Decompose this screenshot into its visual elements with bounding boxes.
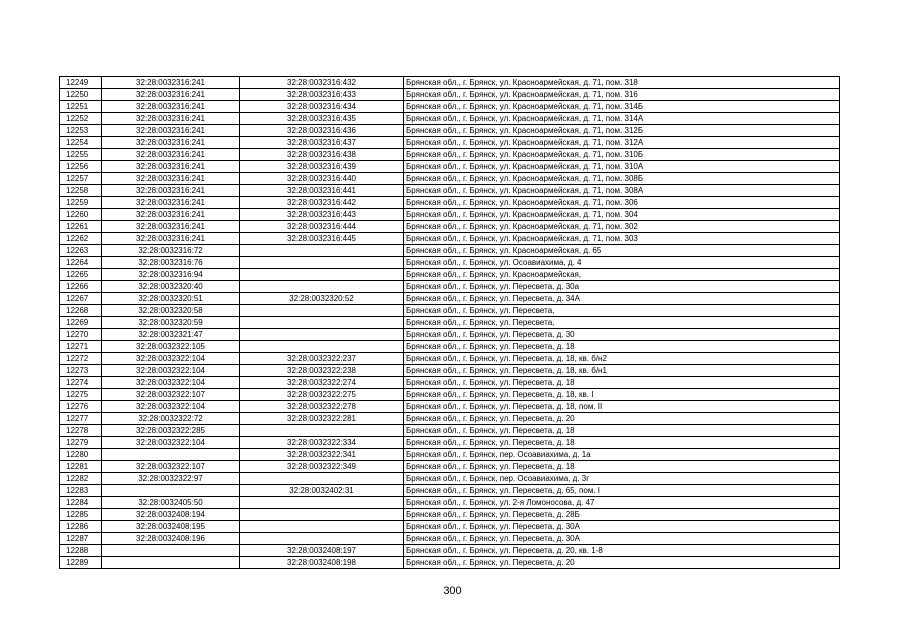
page-number: 300: [443, 585, 462, 597]
address-cell: Брянская обл., г. Брянск, ул. Осоавиахима, д. 4: [404, 257, 840, 269]
row-number-cell: 12266: [60, 281, 102, 293]
address-cell: Брянская обл., г. Брянск, ул. Пересвета, д. 18, пом. II: [404, 401, 840, 413]
cadastral-number-cell: 32:28:0032316:94: [102, 269, 240, 281]
cadastral-number-cell: 32:28:0032316:241: [102, 197, 240, 209]
row-number-cell: 12275: [60, 389, 102, 401]
cadastral-number-cell: 32:28:0032316:241: [102, 173, 240, 185]
table-row: [60, 413, 840, 425]
row-number-cell: 12272: [60, 353, 102, 365]
table-row: [60, 485, 840, 497]
registry-table: [59, 76, 840, 569]
address-cell: Брянская обл., г. Брянск, ул. Пересвета, д. 28Б: [404, 509, 840, 521]
premises-cadastral-number-cell: [240, 281, 404, 293]
table-row: [60, 89, 840, 101]
row-number-cell: 12277: [60, 413, 102, 425]
table-row: [60, 317, 840, 329]
row-number-cell: 12257: [60, 173, 102, 185]
table-row: [60, 401, 840, 413]
address-cell: Брянская обл., г. Брянск, ул. Пересвета, д. 30а: [404, 281, 840, 293]
premises-cadastral-number-cell: [240, 521, 404, 533]
premises-cadastral-number-cell: 32:28:0032316:443: [240, 209, 404, 221]
row-number-cell: 12249: [60, 77, 102, 89]
cadastral-number-cell: 32:28:0032316:241: [102, 113, 240, 125]
cadastral-number-cell: 32:28:0032316:241: [102, 221, 240, 233]
premises-cadastral-number-cell: 32:28:0032316:433: [240, 89, 404, 101]
address-cell: Брянская обл., г. Брянск, ул. Пересвета,: [404, 317, 840, 329]
cadastral-number-cell: 32:28:0032316:241: [102, 161, 240, 173]
table-row: [60, 257, 840, 269]
premises-cadastral-number-cell: 32:28:0032316:444: [240, 221, 404, 233]
premises-cadastral-number-cell: 32:28:0032322:274: [240, 377, 404, 389]
table-row: [60, 281, 840, 293]
cadastral-number-cell: 32:28:0032322:97: [102, 473, 240, 485]
row-number-cell: 12263: [60, 245, 102, 257]
row-number-cell: 12284: [60, 497, 102, 509]
row-number-cell: 12282: [60, 473, 102, 485]
premises-cadastral-number-cell: [240, 329, 404, 341]
address-cell: Брянская обл., г. Брянск, ул. Пересвета, д. 65, пом. I: [404, 485, 840, 497]
address-cell: Брянская обл., г. Брянск, ул. Пересвета, д. 20: [404, 413, 840, 425]
cadastral-number-cell: 32:28:0032322:104: [102, 437, 240, 449]
premises-cadastral-number-cell: 32:28:0032322:281: [240, 413, 404, 425]
table-row: [60, 425, 840, 437]
row-number-cell: 12253: [60, 125, 102, 137]
address-cell: Брянская обл., г. Брянск, ул. Красноармейская, д. 71, пом. 310Б: [404, 149, 840, 161]
address-cell: Брянская обл., г. Брянск, пер. Осоавиахима, д. 3г: [404, 473, 840, 485]
row-number-cell: 12251: [60, 101, 102, 113]
table-row: [60, 185, 840, 197]
address-cell: Брянская обл., г. Брянск, ул. Пересвета, д. 20, кв. 1-8: [404, 545, 840, 557]
address-cell: Брянская обл., г. Брянск, ул. Пересвета, д. 30А: [404, 521, 840, 533]
registry-table-body: [60, 77, 840, 569]
premises-cadastral-number-cell: 32:28:0032322:238: [240, 365, 404, 377]
address-cell: Брянская обл., г. Брянск, ул. Красноармейская, д. 71, пом. 308А: [404, 185, 840, 197]
table-row: [60, 245, 840, 257]
premises-cadastral-number-cell: 32:28:0032316:440: [240, 173, 404, 185]
premises-cadastral-number-cell: 32:28:0032322:334: [240, 437, 404, 449]
address-cell: Брянская обл., г. Брянск, ул. Красноармейская, д. 71, пом. 304: [404, 209, 840, 221]
table-row: [60, 173, 840, 185]
table-row: [60, 557, 840, 569]
address-cell: Брянская обл., г. Брянск, ул. Пересвета, д. 18: [404, 425, 840, 437]
address-cell: Брянская обл., г. Брянск, ул. Красноармейская, д. 71, пом. 302: [404, 221, 840, 233]
table-row: [60, 545, 840, 557]
table-row: [60, 197, 840, 209]
premises-cadastral-number-cell: 32:28:0032408:197: [240, 545, 404, 557]
cadastral-number-cell: 32:28:0032320:59: [102, 317, 240, 329]
premises-cadastral-number-cell: [240, 473, 404, 485]
cadastral-number-cell: 32:28:0032316:241: [102, 89, 240, 101]
address-cell: Брянская обл., г. Брянск, ул. Пересвета, д. 18: [404, 377, 840, 389]
premises-cadastral-number-cell: 32:28:0032402:31: [240, 485, 404, 497]
premises-cadastral-number-cell: [240, 509, 404, 521]
row-number-cell: 12283: [60, 485, 102, 497]
row-number-cell: 12268: [60, 305, 102, 317]
cadastral-number-cell: 32:28:0032322:104: [102, 377, 240, 389]
row-number-cell: 12261: [60, 221, 102, 233]
address-cell: Брянская обл., г. Брянск, пер. Осоавиахима, д. 1а: [404, 449, 840, 461]
table-row: [60, 389, 840, 401]
address-cell: Брянская обл., г. Брянск, ул. Красноармейская, д. 71, пом. 310А: [404, 161, 840, 173]
address-cell: Брянская обл., г. Брянск, ул. Пересвета, д. 18: [404, 461, 840, 473]
row-number-cell: 12265: [60, 269, 102, 281]
address-cell: Брянская обл., г. Брянск, ул. Пересвета,: [404, 305, 840, 317]
cadastral-number-cell: 32:28:0032408:195: [102, 521, 240, 533]
table-row: [60, 77, 840, 89]
cadastral-number-cell: 32:28:0032322:105: [102, 341, 240, 353]
cadastral-number-cell: 32:28:0032316:241: [102, 101, 240, 113]
cadastral-number-cell: 32:28:0032316:241: [102, 137, 240, 149]
row-number-cell: 12269: [60, 317, 102, 329]
premises-cadastral-number-cell: [240, 497, 404, 509]
premises-cadastral-number-cell: 32:28:0032316:434: [240, 101, 404, 113]
address-cell: Брянская обл., г. Брянск, ул. Красноармейская, д. 71, пом. 318: [404, 77, 840, 89]
row-number-cell: 12281: [60, 461, 102, 473]
address-cell: Брянская обл., г. Брянск, ул. Красноармейская, д. 71, пом. 303: [404, 233, 840, 245]
row-number-cell: 12258: [60, 185, 102, 197]
premises-cadastral-number-cell: [240, 317, 404, 329]
premises-cadastral-number-cell: [240, 305, 404, 317]
table-row: [60, 101, 840, 113]
row-number-cell: 12289: [60, 557, 102, 569]
row-number-cell: 12264: [60, 257, 102, 269]
table-row: [60, 305, 840, 317]
premises-cadastral-number-cell: [240, 341, 404, 353]
cadastral-number-cell: 32:28:0032316:241: [102, 185, 240, 197]
cadastral-number-cell: 32:28:0032316:241: [102, 125, 240, 137]
cadastral-number-cell: [102, 449, 240, 461]
address-cell: Брянская обл., г. Брянск, ул. Красноармейская, д. 71, пом. 314Б: [404, 101, 840, 113]
premises-cadastral-number-cell: 32:28:0032322:278: [240, 401, 404, 413]
cadastral-number-cell: 32:28:0032322:285: [102, 425, 240, 437]
address-cell: Брянская обл., г. Брянск, ул. Красноармейская, д. 71, пом. 316: [404, 89, 840, 101]
premises-cadastral-number-cell: 32:28:0032316:432: [240, 77, 404, 89]
cadastral-number-cell: 32:28:0032322:104: [102, 401, 240, 413]
table-row: [60, 461, 840, 473]
address-cell: Брянская обл., г. Брянск, ул. Красноармейская, д. 71, пом. 312Б: [404, 125, 840, 137]
row-number-cell: 12260: [60, 209, 102, 221]
row-number-cell: 12287: [60, 533, 102, 545]
premises-cadastral-number-cell: 32:28:0032322:237: [240, 353, 404, 365]
address-cell: Брянская обл., г. Брянск, ул. Красноармейская,: [404, 269, 840, 281]
premises-cadastral-number-cell: 32:28:0032322:341: [240, 449, 404, 461]
row-number-cell: 12271: [60, 341, 102, 353]
row-number-cell: 12254: [60, 137, 102, 149]
premises-cadastral-number-cell: 32:28:0032316:439: [240, 161, 404, 173]
address-cell: Брянская обл., г. Брянск, ул. Пересвета, д. 30: [404, 329, 840, 341]
premises-cadastral-number-cell: 32:28:0032316:438: [240, 149, 404, 161]
cadastral-number-cell: 32:28:0032322:72: [102, 413, 240, 425]
premises-cadastral-number-cell: [240, 269, 404, 281]
cadastral-number-cell: 32:28:0032320:40: [102, 281, 240, 293]
premises-cadastral-number-cell: [240, 425, 404, 437]
table-row: [60, 521, 840, 533]
row-number-cell: 12276: [60, 401, 102, 413]
address-cell: Брянская обл., г. Брянск, ул. Красноармейская, д. 71, пом. 312А: [404, 137, 840, 149]
cadastral-number-cell: 32:28:0032316:241: [102, 149, 240, 161]
premises-cadastral-number-cell: 32:28:0032316:441: [240, 185, 404, 197]
cadastral-number-cell: 32:28:0032316:76: [102, 257, 240, 269]
row-number-cell: 12255: [60, 149, 102, 161]
row-number-cell: 12252: [60, 113, 102, 125]
table-row: [60, 437, 840, 449]
cadastral-number-cell: 32:28:0032408:194: [102, 509, 240, 521]
cadastral-number-cell: 32:28:0032322:104: [102, 353, 240, 365]
premises-cadastral-number-cell: 32:28:0032316:445: [240, 233, 404, 245]
row-number-cell: 12274: [60, 377, 102, 389]
table-row: [60, 497, 840, 509]
cadastral-number-cell: 32:28:0032320:58: [102, 305, 240, 317]
premises-cadastral-number-cell: [240, 533, 404, 545]
cadastral-number-cell: 32:28:0032316:241: [102, 77, 240, 89]
row-number-cell: 12267: [60, 293, 102, 305]
row-number-cell: 12259: [60, 197, 102, 209]
premises-cadastral-number-cell: 32:28:0032322:349: [240, 461, 404, 473]
table-row: [60, 365, 840, 377]
address-cell: Брянская обл., г. Брянск, ул. 2-я Ломоносова, д. 47: [404, 497, 840, 509]
table-row: [60, 341, 840, 353]
row-number-cell: 12280: [60, 449, 102, 461]
table-row: [60, 353, 840, 365]
table-row: [60, 293, 840, 305]
address-cell: Брянская обл., г. Брянск, ул. Красноармейская, д. 71, пом. 308Б: [404, 173, 840, 185]
cadastral-number-cell: 32:28:0032408:196: [102, 533, 240, 545]
cadastral-number-cell: 32:28:0032316:241: [102, 209, 240, 221]
address-cell: Брянская обл., г. Брянск, ул. Пересвета, д. 34А: [404, 293, 840, 305]
address-cell: Брянская обл., г. Брянск, ул. Пересвета, д. 18, кв. б/н1: [404, 365, 840, 377]
cadastral-number-cell: [102, 545, 240, 557]
cadastral-number-cell: 32:28:0032322:107: [102, 389, 240, 401]
table-row: [60, 233, 840, 245]
cadastral-number-cell: 32:28:0032320:51: [102, 293, 240, 305]
row-number-cell: 12279: [60, 437, 102, 449]
premises-cadastral-number-cell: [240, 257, 404, 269]
table-row: [60, 149, 840, 161]
table-row: [60, 125, 840, 137]
table-row: [60, 533, 840, 545]
address-cell: Брянская обл., г. Брянск, ул. Пересвета, д. 18, кв. б/н2: [404, 353, 840, 365]
address-cell: Брянская обл., г. Брянск, ул. Красноармейская, д. 71, пом. 306: [404, 197, 840, 209]
cadastral-number-cell: [102, 485, 240, 497]
cadastral-number-cell: 32:28:0032316:72: [102, 245, 240, 257]
table-row: [60, 329, 840, 341]
row-number-cell: 12262: [60, 233, 102, 245]
premises-cadastral-number-cell: [240, 245, 404, 257]
table-row: [60, 269, 840, 281]
table-row: [60, 449, 840, 461]
address-cell: Брянская обл., г. Брянск, ул. Пересвета, д. 18, кв. I: [404, 389, 840, 401]
cadastral-number-cell: 32:28:0032405:50: [102, 497, 240, 509]
table-row: [60, 221, 840, 233]
table-row: [60, 161, 840, 173]
row-number-cell: 12286: [60, 521, 102, 533]
premises-cadastral-number-cell: 32:28:0032322:275: [240, 389, 404, 401]
address-cell: Брянская обл., г. Брянск, ул. Пересвета, д. 30А: [404, 533, 840, 545]
premises-cadastral-number-cell: 32:28:0032316:436: [240, 125, 404, 137]
cadastral-number-cell: 32:28:0032321:47: [102, 329, 240, 341]
row-number-cell: 12250: [60, 89, 102, 101]
address-cell: Брянская обл., г. Брянск, ул. Пересвета, д. 20: [404, 557, 840, 569]
table-row: [60, 377, 840, 389]
premises-cadastral-number-cell: 32:28:0032316:435: [240, 113, 404, 125]
address-cell: Брянская обл., г. Брянск, ул. Красноармейская, д. 71, пом. 314А: [404, 113, 840, 125]
row-number-cell: 12288: [60, 545, 102, 557]
cadastral-number-cell: [102, 557, 240, 569]
address-cell: Брянская обл., г. Брянск, ул. Пересвета, д. 18: [404, 437, 840, 449]
cadastral-number-cell: 32:28:0032322:104: [102, 365, 240, 377]
premises-cadastral-number-cell: 32:28:0032316:437: [240, 137, 404, 149]
address-cell: Брянская обл., г. Брянск, ул. Красноармейская, д. 65: [404, 245, 840, 257]
row-number-cell: 12278: [60, 425, 102, 437]
row-number-cell: 12285: [60, 509, 102, 521]
row-number-cell: 12273: [60, 365, 102, 377]
premises-cadastral-number-cell: 32:28:0032316:442: [240, 197, 404, 209]
table-row: [60, 137, 840, 149]
address-cell: Брянская обл., г. Брянск, ул. Пересвета, д. 18: [404, 341, 840, 353]
table-row: [60, 473, 840, 485]
row-number-cell: 12256: [60, 161, 102, 173]
table-row: [60, 209, 840, 221]
premises-cadastral-number-cell: 32:28:0032320:52: [240, 293, 404, 305]
row-number-cell: 12270: [60, 329, 102, 341]
cadastral-number-cell: 32:28:0032322:107: [102, 461, 240, 473]
cadastral-number-cell: 32:28:0032316:241: [102, 233, 240, 245]
table-row: [60, 113, 840, 125]
table-row: [60, 509, 840, 521]
premises-cadastral-number-cell: 32:28:0032408:198: [240, 557, 404, 569]
